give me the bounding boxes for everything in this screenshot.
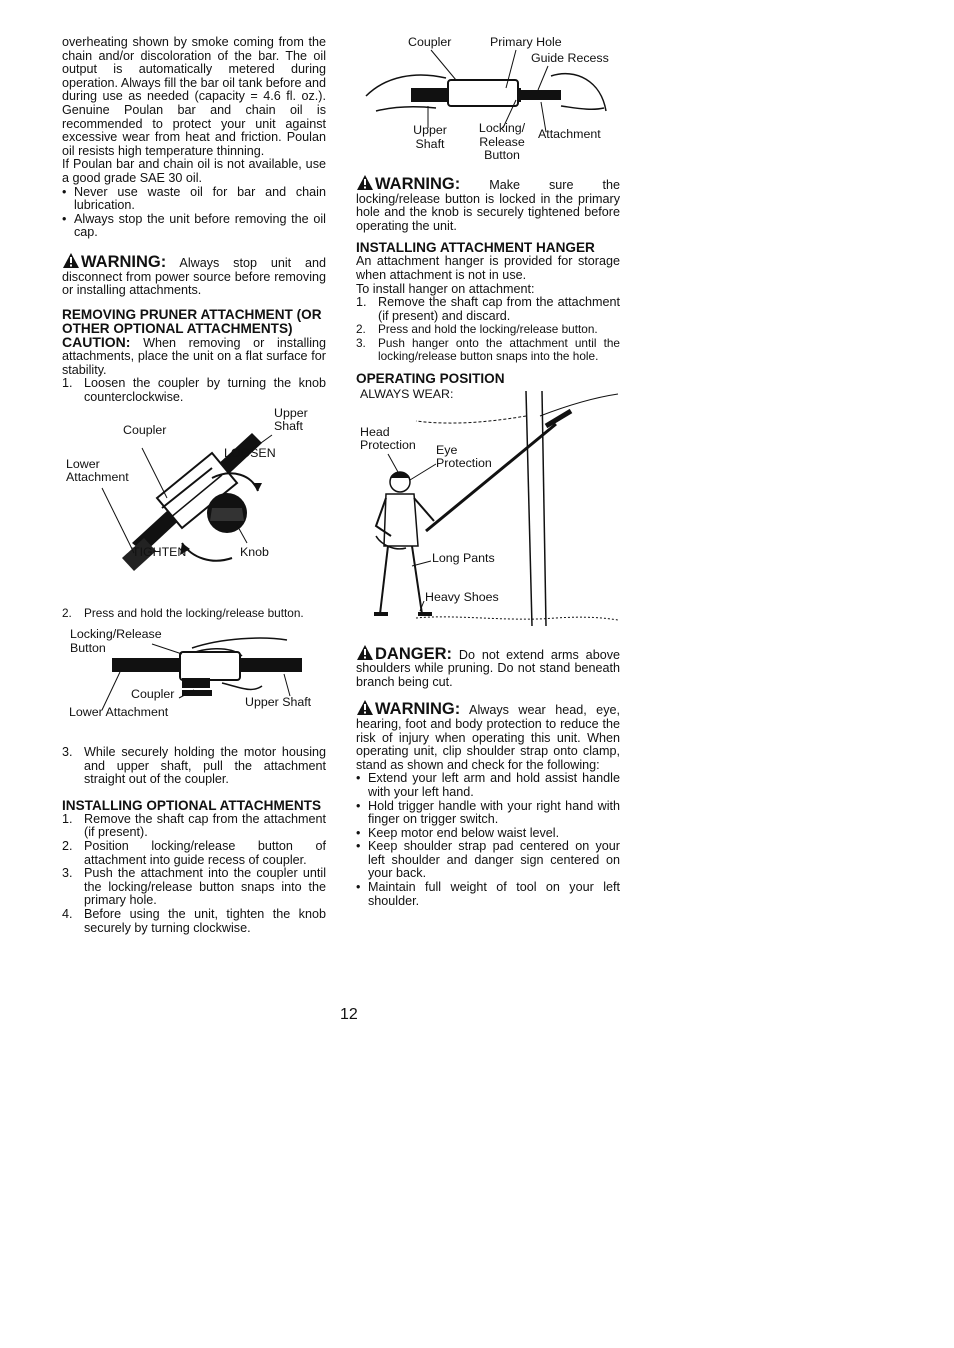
list-item: • Maintain full weight of tool on your left shoulder. xyxy=(356,880,620,908)
label-knob: Knob xyxy=(240,544,269,559)
intro-paragraph: overheating shown by smoke coming from the chain and/or discoloration of the bar. The oil output is automatically metered during operation. Always fill the bar oil tank before and during use as needed (capacity = 4.6 fl. oz.). Genuine Poulan bar and chain oil is recommended to protect your unit against excessive wear from heat and friction. Poulan oil resists high temperature thinning. xyxy=(62,35,326,158)
list-item: 1. Remove the shaft cap from the attachment (if present) and discard. xyxy=(356,295,620,323)
label-loosen: LOOSEN xyxy=(224,445,276,460)
list-item: 3. Push hanger onto the attachment until the locking/release button snaps into the hole. xyxy=(356,335,620,364)
page-number: 12 xyxy=(340,1006,358,1023)
list-item: 4. Before using the unit, tighten the knob securely by turning clockwise. xyxy=(62,907,326,935)
label-locking-release-button: Locking/ Release Button xyxy=(478,121,526,163)
list-item: 3. While securely holding the motor housing and upper shaft, pull the attachment straight out of the coupler. xyxy=(62,745,326,787)
label-coupler: Coupler xyxy=(408,35,452,49)
label-long-pants: Long Pants xyxy=(432,550,495,565)
hanger-intro-2: To install hanger on attachment: xyxy=(356,281,535,296)
list-item: • Extend your left arm and hold assist handle with your left hand. xyxy=(356,771,620,799)
list-item: • Never use waste oil for bar and chain lubrication. xyxy=(62,184,326,213)
label-coupler: Coupler xyxy=(123,422,167,437)
warning-triangle-icon xyxy=(356,644,374,661)
warning-block: WARNING: Always wear head, eye, hearing, foot and body protection to reduce the risk of injury when operating this unit. When operating unit, clip shoulder strap onto clamp, stand as shown and check for the following: xyxy=(356,700,620,772)
label-attachment: Attachment xyxy=(538,127,601,141)
warning-triangle-icon xyxy=(356,699,374,716)
left-column xyxy=(62,36,326,935)
label-upper-shaft: Upper Shaft xyxy=(413,123,447,151)
warning-block: WARNING: Always stop unit and disconnect from power source before removing or installing attachments. xyxy=(62,252,326,298)
figure-attachment-coupler xyxy=(356,36,620,166)
warning-block: WARNING: Make sure the locking/release button is locked in the primary hole and the knob is securely tightened before operating the unit. xyxy=(356,175,620,233)
figure-locking-release xyxy=(62,628,326,740)
figure-coupler-knob xyxy=(62,405,326,603)
list-item: 2. Press and hold the locking/release button. xyxy=(356,322,598,337)
caution-block: CAUTION: When removing or installing attachments, place the unit on a flat surface for stability. xyxy=(62,333,326,377)
label-tighten: TIGHTEN xyxy=(132,544,187,559)
label-heavy-shoes: Heavy Shoes xyxy=(425,589,499,604)
label-guide-recess: Guide Recess xyxy=(531,51,609,65)
danger-block: DANGER: Do not extend arms above shoulders while pruning. Do not stand beneath branch being cut. xyxy=(356,644,620,689)
label-locking-release-button: Locking/Release Button xyxy=(70,627,162,655)
label-lower-attachment: Lower Attachment xyxy=(66,456,129,485)
list-item: • Always stop the unit before removing the oil cap. xyxy=(62,211,326,240)
warning-triangle-icon xyxy=(62,252,80,269)
label-upper-shaft: Upper Shaft xyxy=(245,695,312,710)
list-item: 3. Push the attachment into the coupler until the locking/release button snaps into the primary hole. xyxy=(62,866,326,908)
list-item: • Keep shoulder strap pad centered on your left shoulder and danger sign centered on your back. xyxy=(356,839,620,881)
label-primary-hole: Primary Hole xyxy=(490,35,562,49)
label-always-wear: ALWAYS WEAR: xyxy=(360,386,454,401)
coupler-knob-illustration xyxy=(62,413,326,603)
warning-triangle-icon xyxy=(356,174,374,191)
figure-operating-position xyxy=(356,386,620,638)
section-heading-hanger: INSTALLING ATTACHMENT HANGER xyxy=(356,240,595,256)
list-item: 1. Remove the shaft cap from the attachment (if present). xyxy=(62,811,326,840)
right-column xyxy=(356,36,620,908)
hanger-intro: An attachment hanger is provided for storage when attachment is not in use. xyxy=(356,254,620,282)
label-head-protection: Head Protection xyxy=(360,424,416,453)
section-heading-operating: OPERATING POSITION xyxy=(356,370,505,386)
section-heading-removing: REMOVING PRUNER ATTACHMENT (OR OTHER OPTIONAL ATTACHMENTS) xyxy=(62,306,322,336)
list-item: • Keep motor end below waist level. xyxy=(356,825,560,840)
list-item: 2. Position locking/release button of attachment into guide recess of coupler. xyxy=(62,839,326,867)
label-coupler: Coupler xyxy=(131,687,175,702)
list-item: 1. Loosen the coupler by turning the knob counterclockwise. xyxy=(62,376,326,405)
list-item: • Hold trigger handle with your right hand with finger on trigger switch. xyxy=(356,798,620,827)
list-item: 2. Press and hold the locking/release button. xyxy=(62,605,304,620)
intro-paragraph-2: If Poulan bar and chain oil is not available, use a good grade SAE 30 oil. xyxy=(62,157,326,185)
label-upper-shaft: Upper Shaft xyxy=(274,405,308,434)
section-heading-installing: INSTALLING OPTIONAL ATTACHMENTS xyxy=(62,797,322,813)
label-eye-protection: Eye Protection xyxy=(436,442,492,471)
label-lower-attachment: Lower Attachment xyxy=(69,705,169,720)
